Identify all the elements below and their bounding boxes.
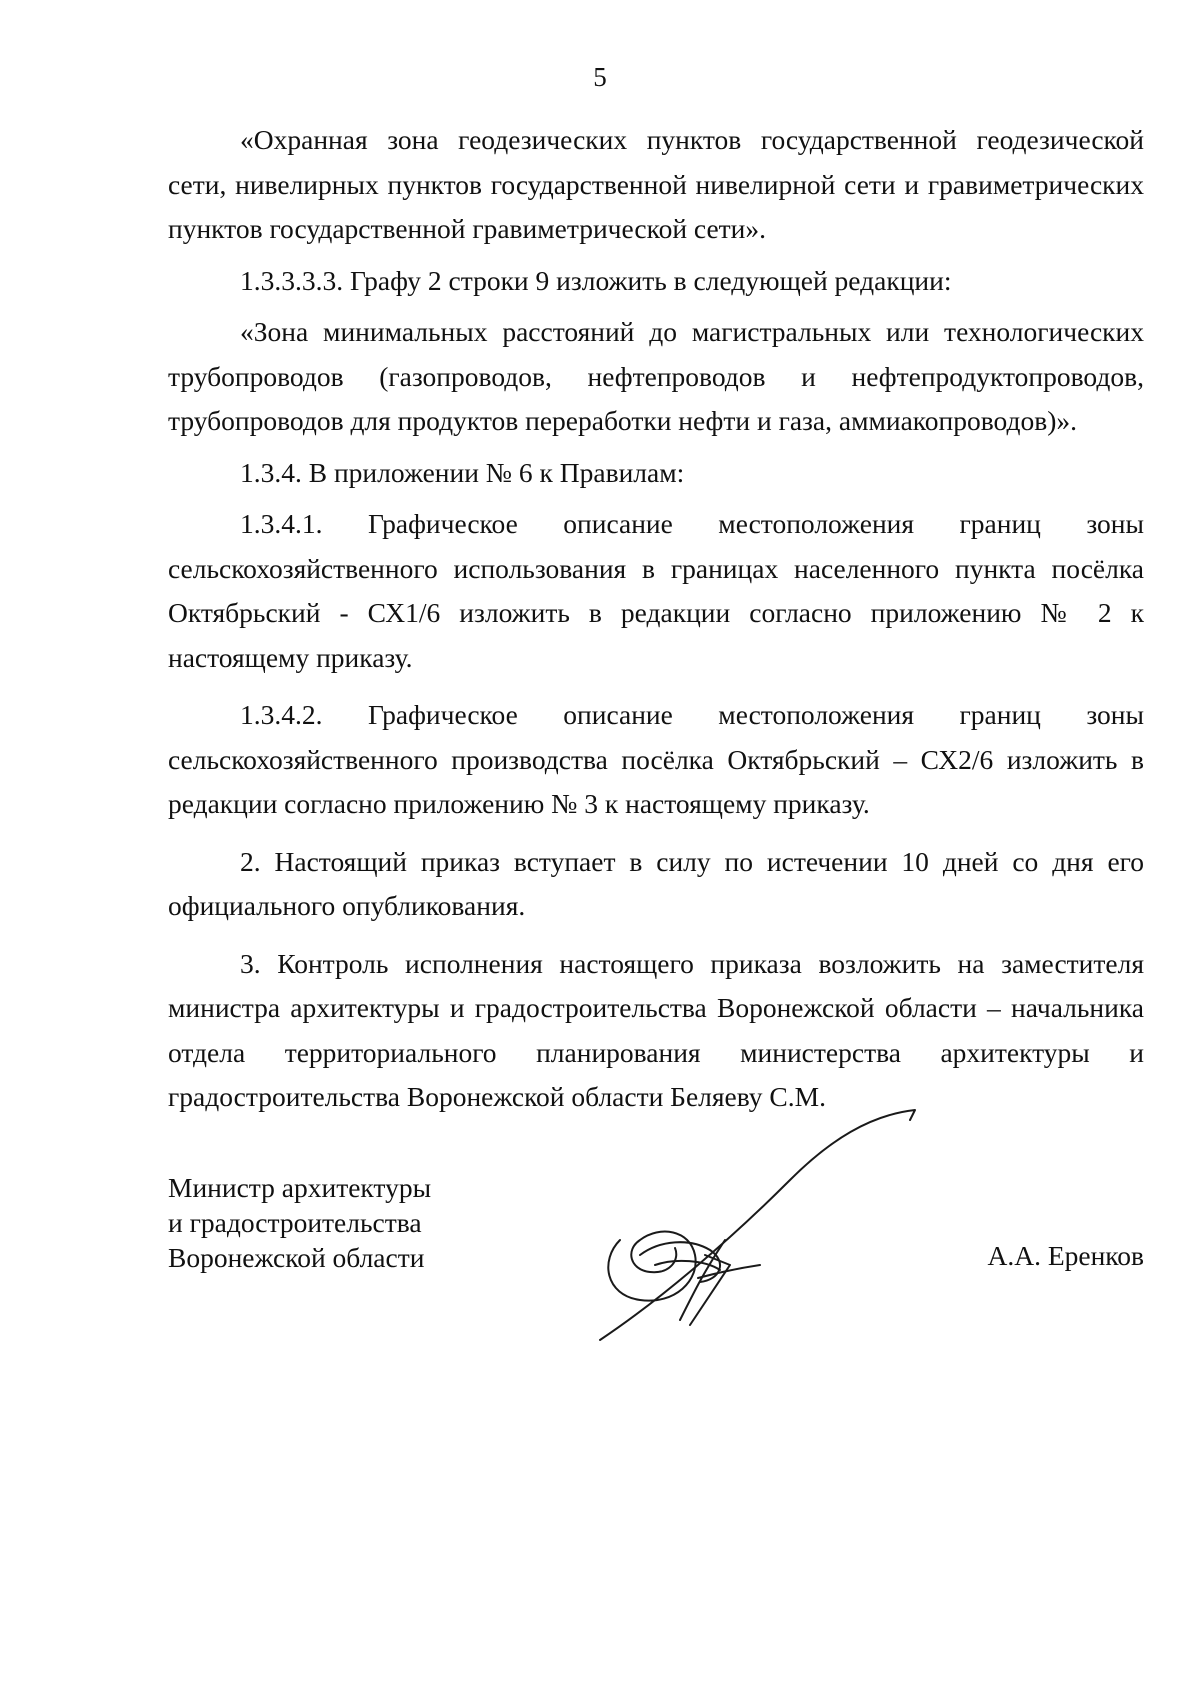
signatory-name: А.А. Еренков <box>987 1240 1144 1271</box>
paragraph-3-control: 3. Контроль исполнения настоящего приказа возложить на заместителя министра архитектуры и градостроительства Воронежской области – начальника отдела территориального планирования министерства архитектуры и градостроительства Воронежской области Беляеву С.М. <box>168 947 1144 1112</box>
paragraph-1-3-3-3-3: 1.3.3.3.3. Графу 2 строки 9 изложить в следующей редакции: <box>240 264 952 296</box>
signatory-title-line: Министр архитектуры <box>168 1172 432 1203</box>
paragraph-1-3-4-1: 1.3.4.1. Графическое описание местоположения границ зоны сельскохозяйственного использования в границах населенного пункта посёлка Октябрьский - СХ1/6 изложить в редакции согласно приложению № 2 к настоящему приказу. <box>168 508 1144 673</box>
paragraph-1-3-4-2: 1.3.4.2. Графическое описание местоположения границ зоны сельскохозяйственного производства посёлка Октябрьский – СХ2/6 изложить в редакции согласно приложению № 3 к настоящему приказу. <box>168 699 1144 819</box>
signatory-title <box>168 1170 498 1275</box>
paragraph-2-effective-date: 2. Настоящий приказ вступает в силу по истечении 10 дней со дня его официального опубликования. <box>168 845 1144 921</box>
signatory-title-line: Воронежской области <box>168 1242 425 1273</box>
paragraph-min-distance-zone-text: «Зона минимальных расстояний до магистральных или технологических трубопроводов (газопроводов, нефтепроводов и нефтепродуктопроводов, трубопроводов для продуктов переработки нефти и газа, аммиакопроводов)». <box>168 316 1144 436</box>
page-number: 5 <box>593 62 607 92</box>
document-body <box>168 118 1144 1120</box>
paragraph-1-3-4: 1.3.4. В приложении № 6 к Правилам: <box>240 456 685 488</box>
paragraph-protection-zone-text: «Охранная зона геодезических пунктов государственной геодезической сети, нивелирных пунктов государственной нивелирной сети и гравиметрических пунктов государственной гравиметрической сети». <box>168 124 1144 244</box>
handwritten-signature <box>580 1090 940 1350</box>
signatory-title-line: и градостроительства <box>168 1207 422 1238</box>
